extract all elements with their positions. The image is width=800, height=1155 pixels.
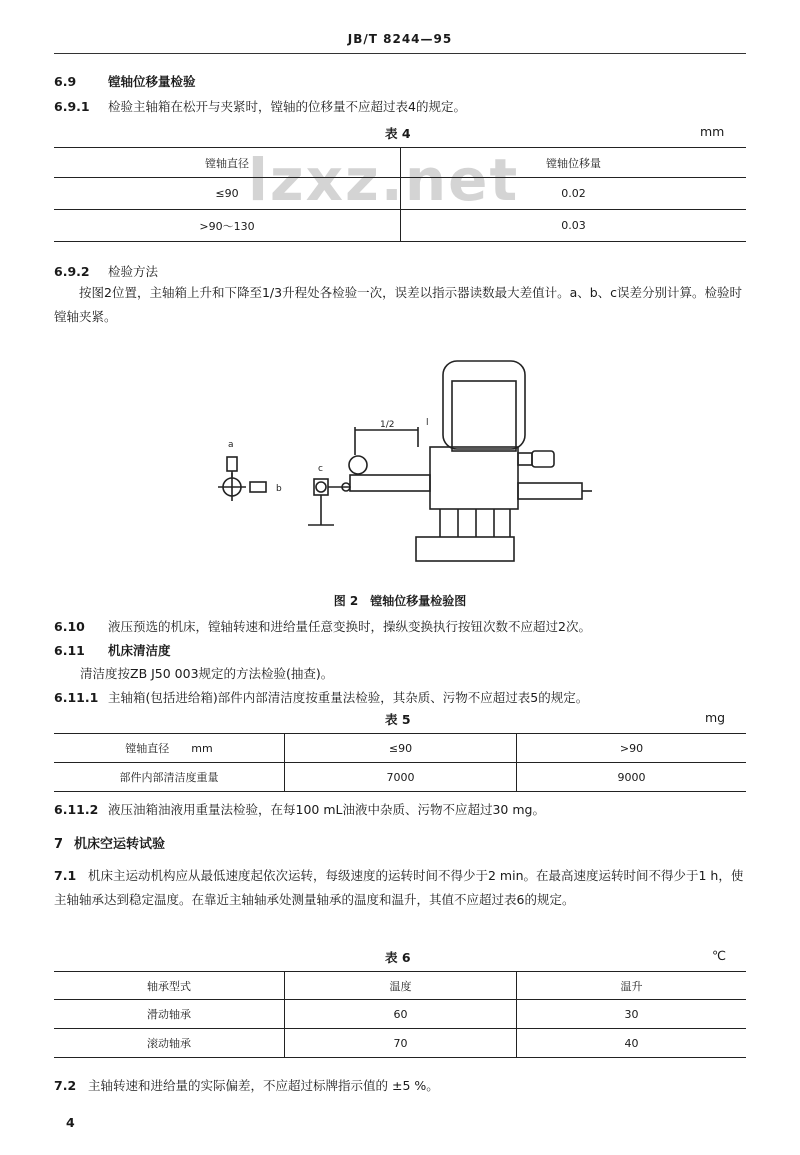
motor-coupling bbox=[518, 453, 532, 465]
section-title: 镗轴位移量检验 bbox=[108, 74, 196, 89]
table-row bbox=[54, 763, 746, 792]
section-number: 7.1 bbox=[54, 868, 77, 883]
figure-2-caption: 图 2 镗轴位移量检验图 bbox=[333, 594, 467, 608]
table-header-cell: 温度 bbox=[285, 972, 517, 1000]
table-cell: >90～130 bbox=[54, 210, 401, 242]
section-6-9-2-text: 按图2位置，主轴箱上升和下降至1/3升程处各检验一次，误差以指示器读数最大差值计。a、b、c误差分别计算。检验时镗轴夹紧。 bbox=[54, 285, 743, 324]
table-cell: 60 bbox=[285, 1000, 517, 1029]
section-text: 机床主运动机构应从最低速度起依次运转，每级速度的运转时间不得少于2 min。在最高速度运转时间不得少于1 h，使主轴轴承达到稳定温度。在靠近主轴轴承处测量轴承的温度和温升，其值不应超过表6的规定。 bbox=[54, 868, 744, 907]
section-7-2 bbox=[54, 1076, 439, 1094]
table-cell: ≤90 bbox=[285, 734, 517, 763]
table-6-caption: 表 6 bbox=[385, 950, 411, 965]
section-number: 6.11 bbox=[54, 643, 85, 658]
table-cell: 镗轴直径 mm bbox=[54, 734, 285, 763]
section-number: 7.2 bbox=[54, 1078, 77, 1093]
section-7-heading bbox=[54, 833, 165, 852]
table-cell: >90 bbox=[517, 734, 747, 763]
section-number: 6.10 bbox=[54, 619, 85, 634]
section-text: 主轴箱(包括进给箱)部件内部清洁度按重量法检验，其杂质、污物不应超过表5的规定。 bbox=[108, 690, 589, 705]
label-b: b bbox=[276, 484, 282, 494]
section-6-9-2-heading bbox=[54, 262, 158, 280]
section-text: 主轴转速和进给量的实际偏差，不应超过标牌指示值的 ±5 %。 bbox=[88, 1078, 439, 1093]
table-cell: 70 bbox=[285, 1029, 517, 1058]
table-cell: 30 bbox=[517, 1000, 747, 1029]
indicator-b-icon bbox=[250, 482, 266, 492]
table-4-caption: 表 4 bbox=[385, 126, 411, 141]
right-sleeve bbox=[518, 483, 582, 499]
watermark: lzxz.net bbox=[248, 146, 520, 214]
table-cell: 部件内部清洁度重量 bbox=[54, 763, 285, 792]
table-5-caption: 表 5 bbox=[385, 712, 411, 727]
table-header-cell: 温升 bbox=[517, 972, 747, 1000]
indicator-dial-icon bbox=[316, 482, 326, 492]
page-number: 4 bbox=[66, 1115, 75, 1130]
column-housing bbox=[443, 361, 525, 449]
table-5-unit: mg bbox=[705, 710, 726, 725]
table-row bbox=[54, 1000, 746, 1029]
section-7-1 bbox=[54, 864, 746, 912]
table-cell: 滚动轴承 bbox=[54, 1029, 285, 1058]
section-title: 机床清洁度 bbox=[108, 643, 171, 658]
table-4-unit: mm bbox=[700, 124, 725, 139]
document-header: JB/T 8244—95 bbox=[347, 32, 453, 46]
table-header-row bbox=[54, 972, 746, 1000]
boring-spindle bbox=[350, 475, 430, 491]
section-text: 液压油箱油液用重量法检验，在每100 mL油液中杂质、污物不应超过30 mg。 bbox=[108, 802, 545, 817]
section-title: 机床空运转试验 bbox=[74, 837, 166, 852]
machine-base bbox=[416, 537, 514, 561]
section-6-11-1 bbox=[54, 688, 588, 706]
section-number: 7 bbox=[54, 837, 64, 852]
label-a: a bbox=[228, 440, 234, 450]
table-header-row bbox=[54, 148, 746, 178]
section-6-11-heading bbox=[54, 641, 171, 659]
column-inner bbox=[452, 381, 516, 451]
section-6-9-1 bbox=[54, 97, 466, 115]
header-rule bbox=[54, 53, 746, 54]
spindle-box bbox=[430, 447, 518, 509]
figure-2-diagram bbox=[200, 355, 620, 580]
section-text: 液压预选的机床，镗轴转速和进给量任意变换时，操纵变换执行按钮次数不应超过2次。 bbox=[108, 619, 591, 634]
label-c: c bbox=[318, 464, 323, 474]
section-title: 检验方法 bbox=[108, 264, 159, 279]
table-cell: 0.02 bbox=[401, 178, 747, 210]
table-cell: 0.03 bbox=[401, 210, 747, 242]
section-number: 6.9.1 bbox=[54, 99, 90, 114]
section-6-11-text: 清洁度按ZB J50 003规定的方法检验(抽查)。 bbox=[80, 666, 334, 681]
section-6-10 bbox=[54, 617, 591, 635]
table-header-cell: 镗轴位移量 bbox=[401, 148, 747, 178]
table-row bbox=[54, 210, 746, 242]
section-number: 6.11.2 bbox=[54, 802, 99, 817]
table-row bbox=[54, 1029, 746, 1058]
table-header-cell: 镗轴直径 bbox=[54, 148, 401, 178]
table-cell: 滑动轴承 bbox=[54, 1000, 285, 1029]
section-6-11-2 bbox=[54, 800, 545, 818]
table-6-unit: ℃ bbox=[712, 948, 727, 963]
section-number: 6.11.1 bbox=[54, 690, 99, 705]
indicator-a-icon bbox=[227, 457, 237, 471]
table-cell: 9000 bbox=[517, 763, 747, 792]
section-6-9-heading bbox=[54, 72, 196, 90]
table-4 bbox=[54, 147, 746, 242]
table-row bbox=[54, 734, 746, 763]
label-l: l bbox=[426, 418, 429, 428]
table-5 bbox=[54, 733, 746, 792]
section-text: 检验主轴箱在松开与夹紧时，镗轴的位移量不应超过表4的规定。 bbox=[108, 99, 466, 114]
indicator-c-icon bbox=[349, 456, 367, 474]
table-header-cell: 轴承型式 bbox=[54, 972, 285, 1000]
table-row bbox=[54, 178, 746, 210]
table-cell: ≤90 bbox=[54, 178, 401, 210]
table-6 bbox=[54, 971, 746, 1058]
section-number: 6.9.2 bbox=[54, 264, 90, 279]
motor-icon bbox=[532, 451, 554, 467]
table-cell: 7000 bbox=[285, 763, 517, 792]
table-cell: 40 bbox=[517, 1029, 747, 1058]
dimension-label: 1/2 bbox=[380, 420, 395, 430]
section-number: 6.9 bbox=[54, 74, 77, 89]
